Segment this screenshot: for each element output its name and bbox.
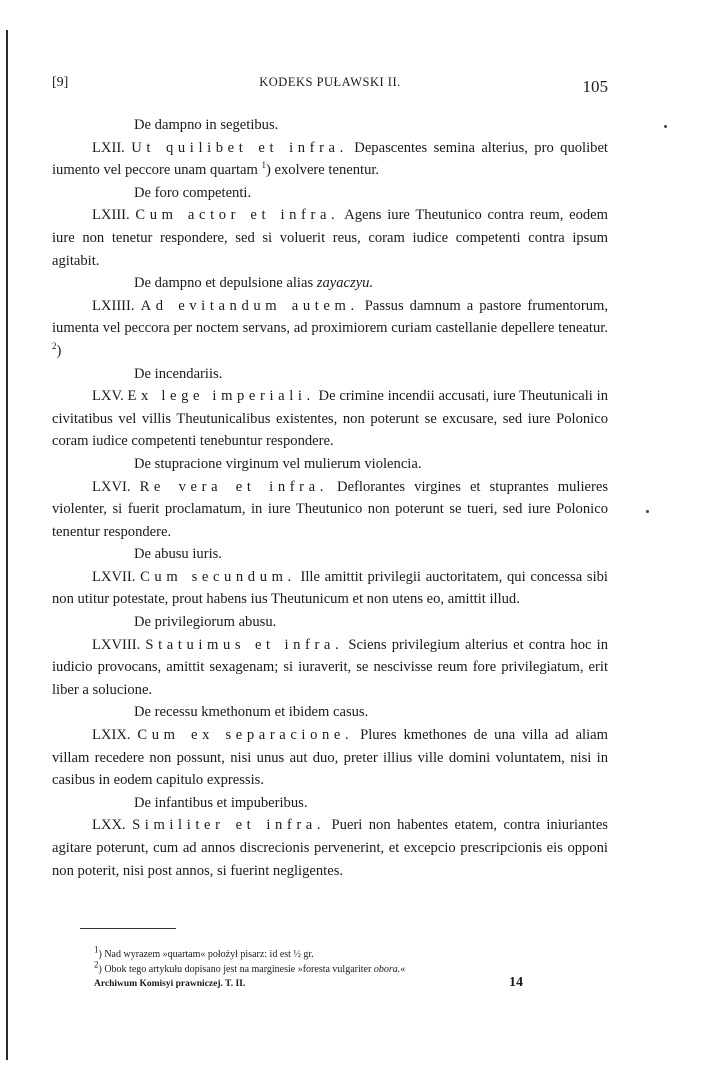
signature-line <box>94 977 574 992</box>
article-paragraph <box>52 476 608 544</box>
article-paragraph <box>52 204 608 272</box>
article-body: Agens iure Theutunico contra reum, eodem iure non tenetur respondere, sed si voluerit reus, coram iudice competenti contra ipsum agitabit. <box>52 207 609 269</box>
footnote-divider <box>80 928 176 929</box>
scan-edge <box>6 30 8 1060</box>
article-number: LXII. <box>92 139 125 156</box>
sheet-number: 14 <box>509 975 523 990</box>
article-paragraph <box>52 137 608 182</box>
section-heading-text: De dampno et depulsione alias <box>134 275 314 292</box>
article-incipit: Cum secundum. <box>140 568 296 585</box>
main-text <box>52 114 608 882</box>
article-body: Deflorantes virgines et stuprantes mulieres violenter, si fuerit proclamatum, in iure Theutunico non poterunt se tueri, sed iure Polonico tenentur respondere. <box>52 478 609 540</box>
footnote-close: « <box>400 964 406 975</box>
article-number: LXIIII. <box>92 297 135 314</box>
section-heading: De stupracione virginum vel mulierum violencia. <box>134 455 422 472</box>
article-tail: ) <box>56 342 62 359</box>
article-paragraph <box>52 724 608 792</box>
article-incipit: Re vera et infra. <box>139 478 328 495</box>
article-paragraph <box>52 634 608 702</box>
section-heading: De incendariis. <box>134 365 223 382</box>
footnote-text: ) Obok tego artykułu dopisano jest na marginesie »foresta vulgariter <box>98 964 372 975</box>
article-incipit: Cum actor et infra. <box>135 207 340 224</box>
article-number: LXVIII. <box>92 636 141 653</box>
section-heading: De dampno in segetibus. <box>134 117 279 133</box>
section-heading: De abusu iuris. <box>134 546 222 563</box>
article-tail: ) exolvere tenentur. <box>266 162 380 179</box>
page-marker: [9] <box>52 75 69 90</box>
article-body: Plures kmethones de una villa ad aliam villam recedere non possunt, nisi unus aut duo, preter illius ville domini voluntatem, nisi in casibus in eodem capitulo expressis. <box>52 727 608 789</box>
publisher-signature: Archiwum Komisyi prawniczej. T. II. <box>94 979 246 989</box>
footnote-mark: 1 <box>94 944 99 955</box>
article-incipit: Ad evitandum autem. <box>140 297 359 314</box>
section-heading: De recessu kmethonum et ibidem casus. <box>134 704 369 721</box>
article-incipit: Similiter et infra. <box>132 817 326 834</box>
article-number: LXV. <box>92 388 124 405</box>
article-incipit: Statuimus et infra. <box>145 636 344 653</box>
article-paragraph <box>52 814 608 882</box>
article-number: LXVI. <box>92 478 131 495</box>
article-incipit: Cum ex separacione. <box>137 727 354 744</box>
section-heading-italic: zayaczyu. <box>316 275 374 292</box>
article-number: LXIX. <box>92 727 131 744</box>
article-incipit: Ex lege imperiali. <box>127 388 315 405</box>
footnotes <box>94 944 574 992</box>
article-number: LXIII. <box>92 207 130 224</box>
article-body: Depascentes semina alterius, pro quolibet iumento vel peccore unam quartam <box>52 139 608 179</box>
article-incipit: Ut quilibet et infra. <box>131 139 348 156</box>
article-paragraph <box>52 385 608 453</box>
page-number: 105 <box>582 77 608 96</box>
section-heading: De privilegiorum abusu. <box>134 614 277 631</box>
article-number: LXX. <box>92 817 126 834</box>
article-body: Ille amittit privilegii auctoritatem, qui concessa sibi non utitur potestate, prout habens ius Theutunicum et non utens eo, amittit illud. <box>52 568 608 608</box>
article-body: Pueri non habentes etatem, contra iniuriantes agitare poterunt, cum ad annos discrecionis pervenerint, et excepcio prescripcionis eis opponi non poterit, nisi post annos, si fuerint negligentes. <box>52 817 608 879</box>
article-number: LXVII. <box>92 568 136 585</box>
article-body: De crimine incendii accusati, iure Theutunicali in civitatibus vel villis Theutunicalibus existentes, non poterunt se excusare, sed iure Polonico coram iudice competenti tenebuntur respondere. <box>52 388 608 450</box>
section-heading <box>52 272 608 295</box>
article-body: Sciens privilegium alterius et contra hoc in iudicio provocans, amittit sexagenam; si iuraverit, se nescivisse reum fore privilegiatum, erit liber a solucione. <box>52 636 609 698</box>
footnote-ref: 1 <box>261 160 267 171</box>
article-paragraph <box>52 295 608 363</box>
article-body: Passus damnum a pastore frumentorum, iumenta vel peccora per noctem servans, ad proximiorem curiam castellanie depellere teneatur. <box>52 297 608 337</box>
running-header <box>52 72 608 98</box>
section-heading: De foro competenti. <box>134 184 252 201</box>
running-title: KODEKS PUŁAWSKI II. <box>259 75 401 89</box>
scan-speck <box>664 125 667 128</box>
footnote <box>94 944 574 962</box>
footnote-ref: 2 <box>52 341 57 352</box>
scan-speck <box>646 510 649 513</box>
footnote-text: ) Nad wyrazem »quartam« położył pisarz: id est ½ gr. <box>98 949 314 960</box>
footnote-italic: obora. <box>373 964 401 975</box>
footnote-mark: 2 <box>94 959 99 970</box>
footnote <box>94 959 574 977</box>
article-paragraph <box>52 566 608 611</box>
section-heading: De infantibus et impuberibus. <box>134 794 308 811</box>
